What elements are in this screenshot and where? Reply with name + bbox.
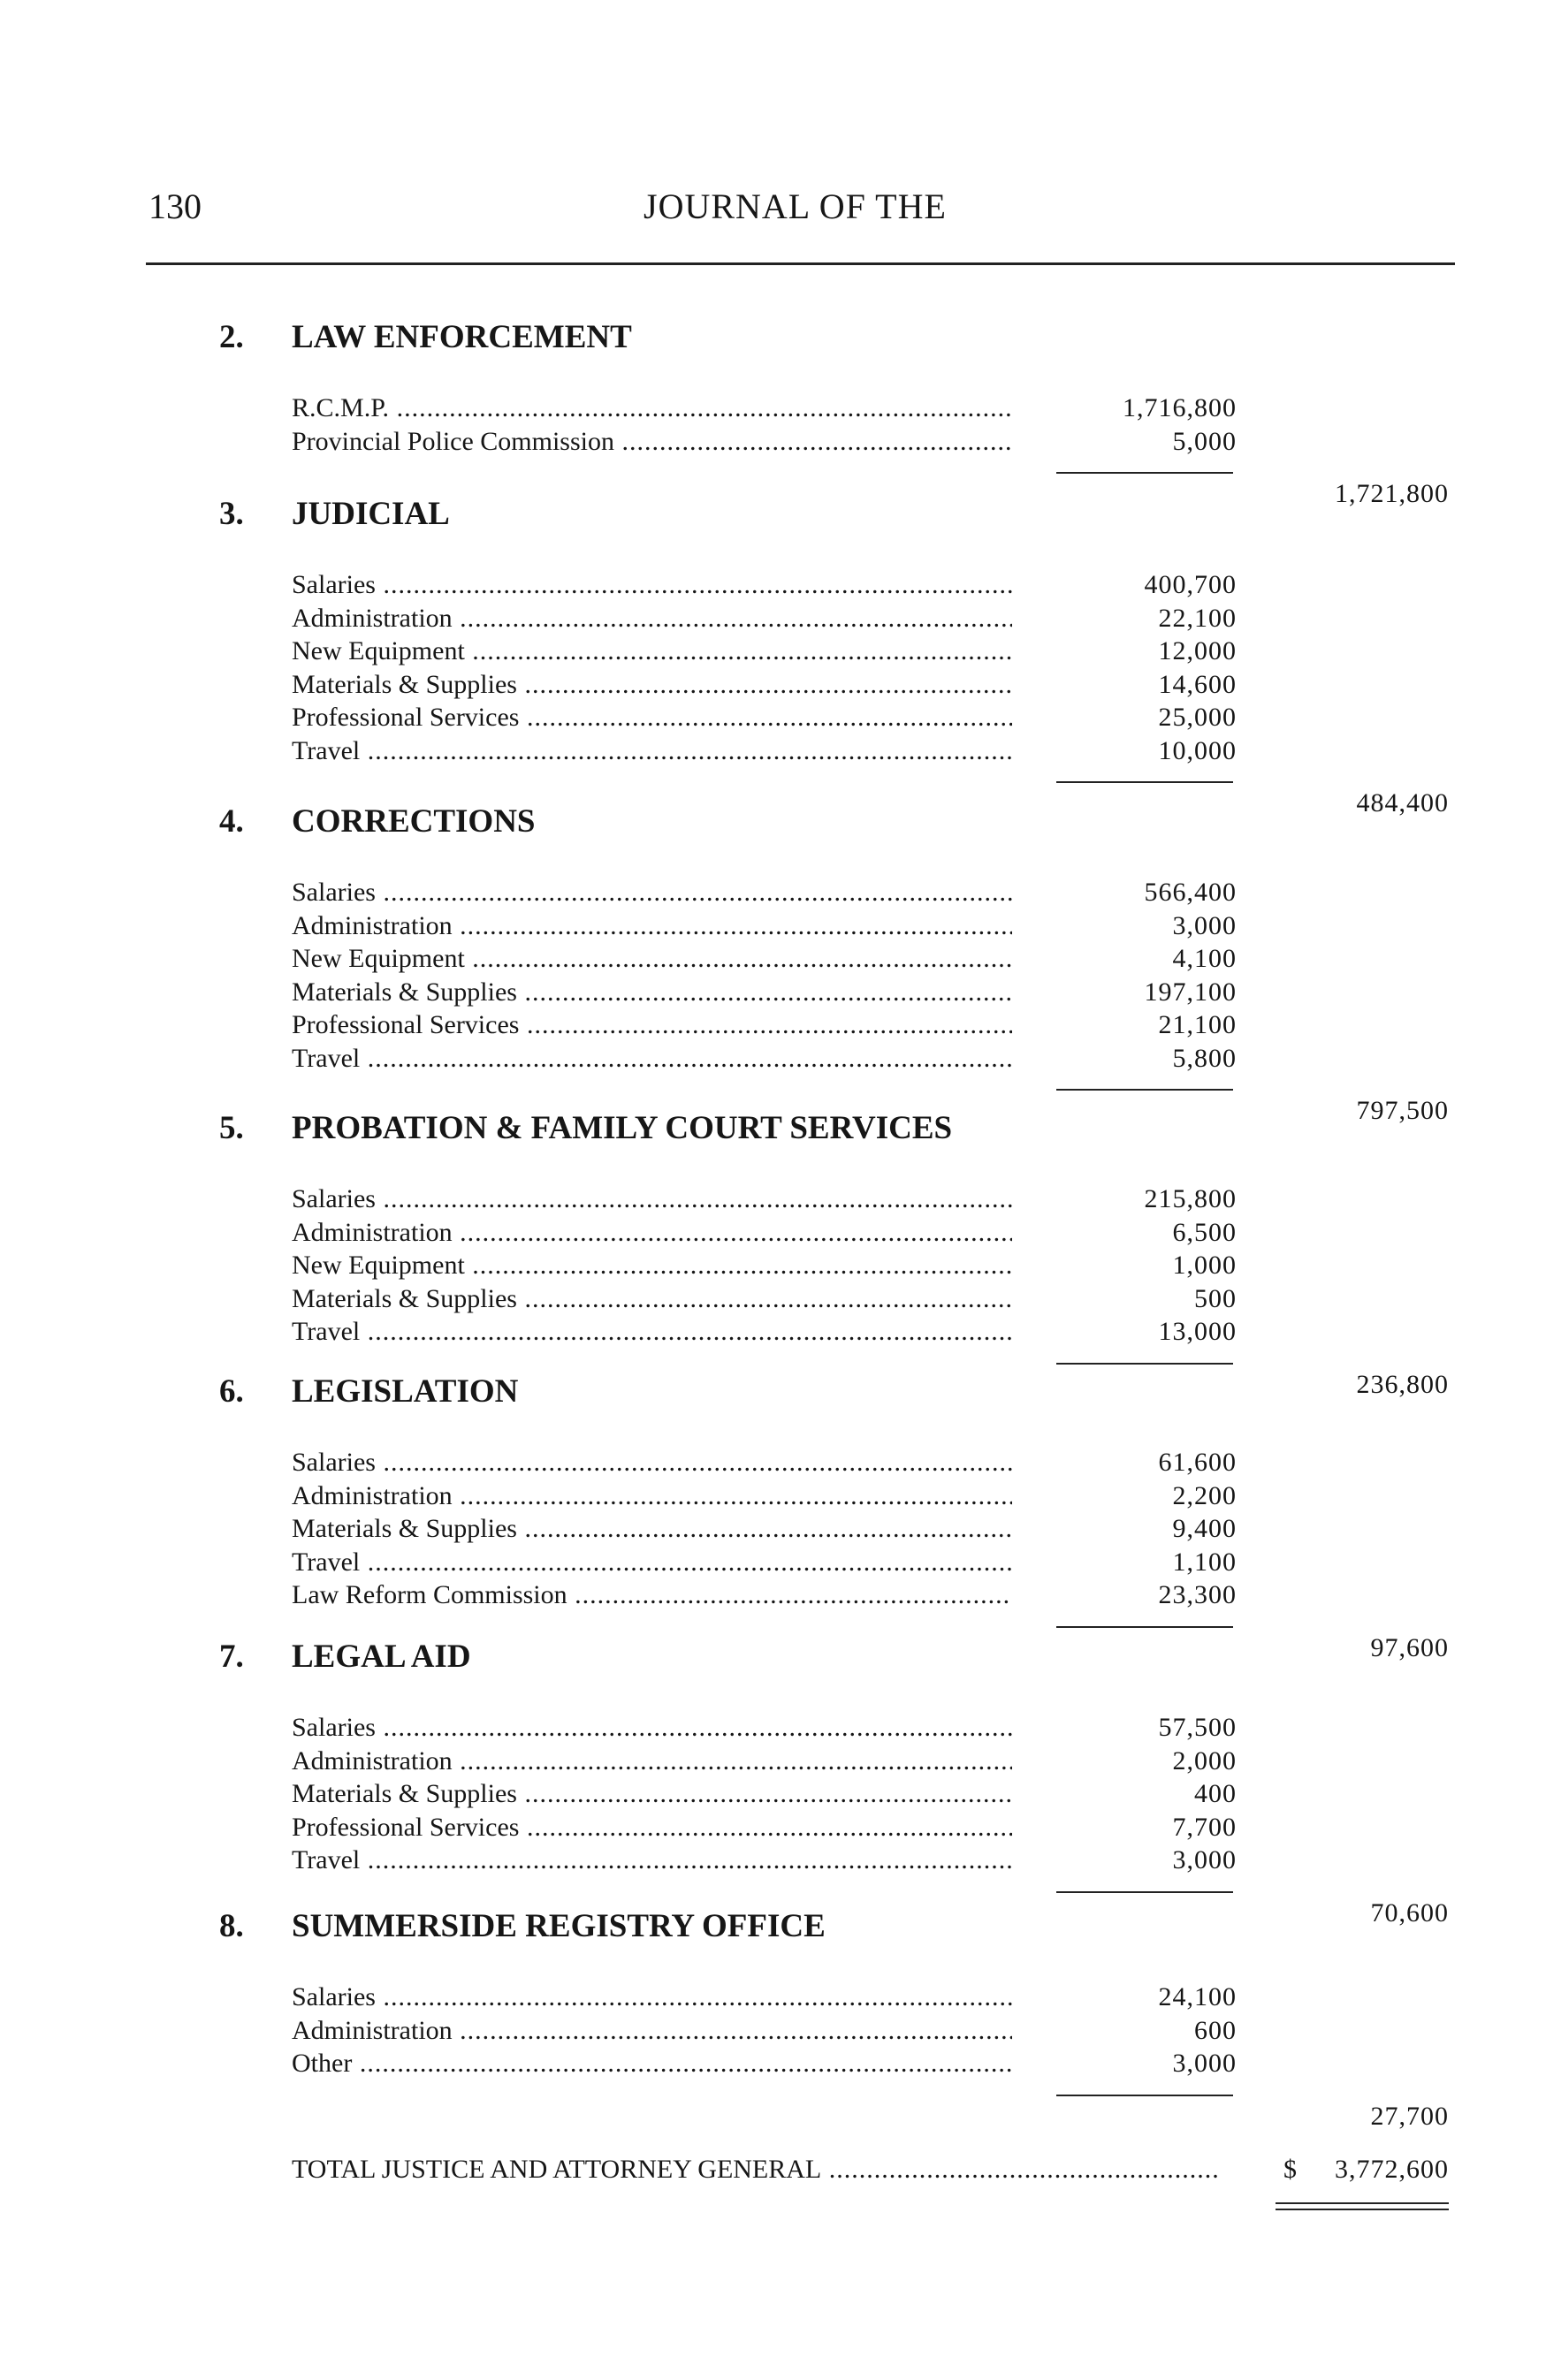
line-item-label: Salaries ..... <box>292 1448 1012 1478</box>
line-item-label: Professional Services ..... <box>292 703 1012 733</box>
line-item <box>0 1010 1546 1043</box>
grand-total-label: TOTAL JUSTICE AND ATTORNEY GENERAL ..... <box>292 2155 1220 2185</box>
section-total: 236,800 <box>1356 1369 1449 1399</box>
line-item-label: Materials & Supplies ..... <box>292 670 1012 700</box>
section-total: 70,600 <box>1370 1897 1449 1928</box>
line-item-amount: 22,100 <box>1158 603 1237 633</box>
line-item <box>0 604 1546 636</box>
line-item <box>0 670 1546 703</box>
grand-total-currency: $ <box>1283 2155 1297 2184</box>
section-total: 484,400 <box>1356 788 1449 817</box>
line-item <box>0 427 1546 460</box>
section-title: SUMMERSIDE REGISTRY OFFICE <box>292 1908 826 1944</box>
line-item <box>0 1580 1546 1613</box>
line-item-label: Travel ..... <box>292 1547 1012 1578</box>
section-title: CORRECTIONS <box>292 803 536 840</box>
line-item <box>0 1317 1546 1350</box>
line-item-label: Law Reform Commission ..... <box>292 1580 1012 1610</box>
line-item-label: Administration ..... <box>292 2016 1012 2046</box>
line-item <box>0 911 1546 944</box>
subtotal-rule <box>1056 1891 1233 1893</box>
line-item-label: Travel ..... <box>292 1845 1012 1875</box>
line-item <box>0 736 1546 769</box>
line-item <box>0 977 1546 1010</box>
line-item-amount: 600 <box>1194 2015 1237 2045</box>
line-item-amount: 5,000 <box>1172 426 1237 456</box>
line-item <box>0 570 1546 603</box>
line-item-amount: 1,000 <box>1172 1251 1237 1280</box>
line-item <box>0 393 1546 426</box>
section-title: LEGISLATION <box>292 1373 519 1410</box>
grand-total-rule-top <box>1276 2202 1449 2204</box>
line-item-label: Materials & Supplies ..... <box>292 1284 1012 1314</box>
line-item-amount: 7,700 <box>1172 1812 1237 1842</box>
line-item-amount: 2,000 <box>1172 1745 1237 1775</box>
line-item-amount: 21,100 <box>1158 1010 1237 1039</box>
line-item <box>0 878 1546 910</box>
line-item-amount: 61,600 <box>1158 1448 1237 1477</box>
line-item-amount: 24,100 <box>1158 1982 1237 2011</box>
line-item <box>0 636 1546 669</box>
running-title: JOURNAL OF THE <box>644 186 947 226</box>
section-total: 97,600 <box>1370 1632 1449 1662</box>
line-item-label: Salaries ..... <box>292 1982 1012 2012</box>
line-item-label: Travel ..... <box>292 1317 1012 1347</box>
line-item-label: Salaries ..... <box>292 1713 1012 1743</box>
section-number: 2. <box>219 319 244 355</box>
line-item <box>0 1779 1546 1812</box>
section-heading <box>0 1109 1238 1150</box>
header-rule <box>146 262 1455 265</box>
page-number: 130 <box>149 186 202 226</box>
line-item-label: Provincial Police Commission ..... <box>292 427 1012 457</box>
line-item-label: Administration ..... <box>292 1481 1012 1511</box>
subtotal-rule <box>1056 1089 1233 1091</box>
line-item-amount: 3,000 <box>1172 1845 1237 1874</box>
line-item-amount: 6,500 <box>1172 1217 1237 1247</box>
line-item <box>0 703 1546 735</box>
subtotal-rule <box>1056 1626 1233 1628</box>
line-item-label: Materials & Supplies ..... <box>292 977 1012 1008</box>
subtotal-rule <box>1056 472 1233 474</box>
line-item-amount: 23,300 <box>1158 1580 1237 1609</box>
line-item-amount: 3,000 <box>1172 910 1237 940</box>
line-item <box>0 1746 1546 1779</box>
subtotal-rule <box>1056 2095 1233 2096</box>
line-item-amount: 400,700 <box>1144 570 1237 599</box>
line-item <box>0 2016 1546 2049</box>
line-item-label: Other ..... <box>292 2049 1012 2079</box>
line-item-label: New Equipment ..... <box>292 636 1012 666</box>
line-item-label: Administration ..... <box>292 1746 1012 1776</box>
section-title: LAW ENFORCEMENT <box>292 319 632 355</box>
line-item <box>0 1251 1546 1283</box>
line-item-label: Administration ..... <box>292 604 1012 634</box>
line-item-label: Professional Services ..... <box>292 1813 1012 1843</box>
line-item <box>0 1448 1546 1480</box>
section-total: 1,721,800 <box>1335 479 1449 508</box>
section-total: 797,500 <box>1356 1096 1449 1125</box>
section-heading <box>0 1907 1238 1948</box>
section-number: 6. <box>219 1373 244 1410</box>
grand-total-amount: 3,772,600 <box>1335 2155 1449 2184</box>
section-title: LEGAL AID <box>292 1639 471 1675</box>
section-number: 8. <box>219 1908 244 1944</box>
line-item-amount: 10,000 <box>1158 735 1237 765</box>
subtotal-rule <box>1056 781 1233 783</box>
section-heading <box>0 495 1238 536</box>
line-item-label: Administration ..... <box>292 911 1012 941</box>
line-item-amount: 9,400 <box>1172 1514 1237 1543</box>
line-item <box>0 1514 1546 1547</box>
section-number: 3. <box>219 496 244 532</box>
section-heading <box>0 1638 1238 1678</box>
section-number: 5. <box>219 1110 244 1146</box>
section-heading <box>0 1372 1238 1413</box>
line-item-amount: 57,500 <box>1158 1713 1237 1742</box>
line-item-label: Travel ..... <box>292 736 1012 766</box>
line-item <box>0 1813 1546 1845</box>
line-item <box>0 2049 1546 2081</box>
line-item <box>0 1713 1546 1745</box>
line-item-amount: 4,100 <box>1172 944 1237 973</box>
line-item-label: Materials & Supplies ..... <box>292 1779 1012 1809</box>
line-item <box>0 1845 1546 1878</box>
grand-total-row <box>0 2155 1546 2194</box>
subtotal-rule <box>1056 1363 1233 1365</box>
line-item-label: R.C.M.P. ..... <box>292 393 1012 423</box>
grand-total-rule-bottom <box>1276 2209 1449 2210</box>
line-item-amount: 1,100 <box>1172 1547 1237 1577</box>
page-header <box>149 186 1453 260</box>
line-item <box>0 1982 1546 2015</box>
line-item <box>0 1481 1546 1514</box>
line-item <box>0 1284 1546 1317</box>
line-item-amount: 566,400 <box>1144 878 1237 907</box>
section-total: 27,700 <box>1370 2101 1449 2131</box>
line-item <box>0 1184 1546 1217</box>
line-item-amount: 25,000 <box>1158 703 1237 732</box>
line-item-label: Professional Services ..... <box>292 1010 1012 1040</box>
line-item-amount: 2,200 <box>1172 1480 1237 1510</box>
line-item-label: Travel ..... <box>292 1044 1012 1074</box>
line-item-amount: 14,600 <box>1158 669 1237 699</box>
line-item-label: New Equipment ..... <box>292 944 1012 974</box>
section-title: PROBATION & FAMILY COURT SERVICES <box>292 1110 953 1146</box>
line-item-amount: 5,800 <box>1172 1043 1237 1073</box>
line-item-amount: 1,716,800 <box>1123 393 1237 422</box>
section-number: 7. <box>219 1639 244 1675</box>
line-item <box>0 1044 1546 1076</box>
line-item <box>0 944 1546 977</box>
line-item-amount: 3,000 <box>1172 2049 1237 2078</box>
section-heading <box>0 802 1238 843</box>
line-item-amount: 197,100 <box>1144 977 1237 1007</box>
line-item-label: New Equipment ..... <box>292 1251 1012 1281</box>
line-item-label: Administration ..... <box>292 1218 1012 1248</box>
line-item-label: Salaries ..... <box>292 570 1012 600</box>
line-item-amount: 215,800 <box>1144 1184 1237 1213</box>
section-number: 4. <box>219 803 244 840</box>
line-item-label: Salaries ..... <box>292 1184 1012 1214</box>
line-item <box>0 1547 1546 1580</box>
section-title: JUDICIAL <box>292 496 450 532</box>
line-item <box>0 1218 1546 1251</box>
line-item-amount: 12,000 <box>1158 636 1237 665</box>
line-item-amount: 400 <box>1194 1779 1237 1808</box>
line-item-label: Salaries ..... <box>292 878 1012 908</box>
line-item-label: Materials & Supplies ..... <box>292 1514 1012 1544</box>
line-item-amount: 500 <box>1194 1283 1237 1313</box>
section-heading <box>0 318 1238 359</box>
line-item-amount: 13,000 <box>1158 1317 1237 1346</box>
